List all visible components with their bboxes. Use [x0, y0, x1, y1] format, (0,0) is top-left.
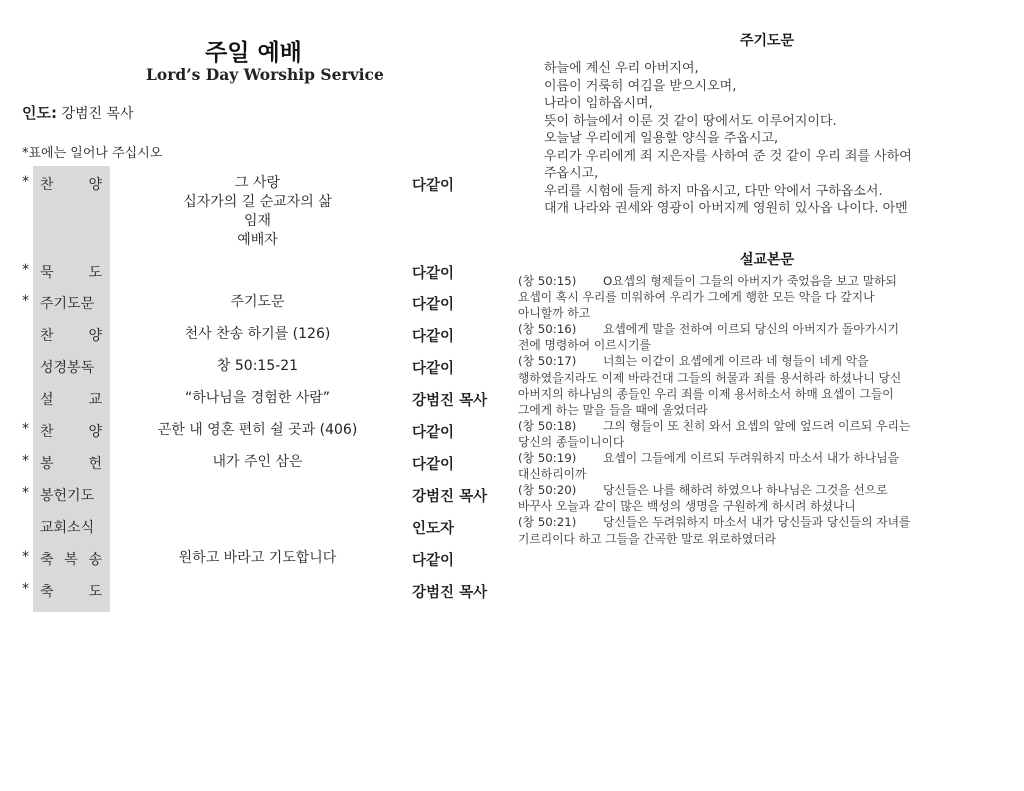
order-item-name: 성경봉독 — [40, 360, 95, 376]
scripture-line — [518, 305, 978, 321]
scripture-line — [518, 418, 978, 434]
order-item-detail — [140, 293, 375, 312]
verse-text: 너희는 이같이 요셉에게 이르라 네 형들이 네게 악을 — [603, 354, 869, 369]
stand-marker: * — [22, 293, 29, 309]
order-item-participant: 인도자 — [412, 521, 455, 537]
stand-marker: * — [22, 453, 29, 469]
service-title-english: Lord’s Day Worship Service — [146, 65, 384, 84]
scripture-line — [518, 289, 978, 305]
order-item-name: 교회소식 — [40, 520, 95, 536]
verse-text: 행하였을지라도 이제 바라건대 그들의 허물과 죄를 용서하라 하셨나니 당신 — [518, 370, 902, 385]
stand-marker: * — [22, 174, 29, 190]
verse-text: 아니할까 하고 — [518, 306, 591, 321]
verse-reference: (창 50:16) — [518, 322, 577, 337]
verse-text: O요셉의 형제들이 그들의 아버지가 죽었음을 보고 말하되 — [603, 274, 897, 288]
leader-label: 인도: — [22, 104, 57, 122]
verse-reference: (창 50:21) — [518, 515, 577, 530]
verse-reference: (창 50:15) — [518, 274, 577, 288]
order-item-detail — [140, 389, 375, 408]
leader-line — [22, 102, 134, 123]
scripture-line — [518, 353, 978, 369]
scripture-line — [518, 434, 978, 450]
verse-text: 기르리이다 하고 그들을 간곡한 말로 위로하였더라 — [518, 531, 777, 546]
scripture-line — [518, 450, 978, 466]
stand-marker: * — [22, 549, 29, 565]
verse-text: 요셉이 그들에게 이르되 두려워하지 마소서 내가 하나님을 — [603, 451, 899, 466]
scripture-line — [518, 498, 978, 514]
lords-prayer-text — [544, 60, 912, 218]
order-item-detail — [140, 325, 375, 344]
scripture-line — [518, 370, 978, 386]
verse-text: 당신들은 두려워하지 마소서 내가 당신들과 당신들의 자녀를 — [603, 515, 911, 530]
scripture-passage — [518, 273, 978, 547]
sermon-text-title: 설교본문 — [739, 252, 795, 268]
order-item-participant: 다같이 — [412, 297, 455, 313]
order-item-participant: 강범진 목사 — [412, 489, 488, 505]
order-item-detail-line: 내가 주인 삼은 — [212, 454, 303, 470]
prayer-line: 우리가 우리에게 죄 지은자를 사하여 준 것 같이 우리 죄를 사하여 — [544, 148, 912, 164]
prayer-line: 주옵시고, — [544, 166, 599, 181]
prayer-line: 하늘에 계신 우리 아버지여, — [544, 61, 699, 76]
stand-marker: * — [22, 485, 29, 501]
order-item-participant: 강범진 목사 — [412, 393, 488, 409]
scripture-line — [518, 531, 978, 547]
order-item-detail — [140, 421, 375, 440]
scripture-line — [518, 514, 978, 530]
order-item-detail — [140, 357, 375, 376]
order-item-detail-line: 예배자 — [237, 232, 278, 248]
stand-marker: * — [22, 581, 29, 597]
order-item-name: 축 도 — [40, 584, 102, 600]
order-item-detail-line: 창 50:15-21 — [216, 358, 299, 374]
order-item-detail-line: 천사 찬송 하기를 (126) — [184, 326, 331, 342]
prayer-line: 우리를 시험에 들게 하지 마옵시고, 다만 악에서 구하옵소서. — [544, 183, 883, 199]
order-item-detail-line: 그 사랑 — [234, 175, 281, 191]
order-item-participant: 다같이 — [412, 457, 455, 473]
scripture-line — [518, 402, 978, 418]
order-item-detail-line: 주기도문 — [230, 294, 285, 310]
verse-text: 요셉에게 말을 전하여 이르되 당신의 아버지가 돌아가시기 — [603, 322, 899, 337]
order-item-detail-line: 임재 — [243, 213, 272, 229]
order-item-participant: 다같이 — [412, 178, 455, 194]
stand-marker: * — [22, 421, 29, 437]
lords-prayer-title: 주기도문 — [739, 33, 795, 49]
order-item-name: 찬 양 — [40, 177, 102, 193]
order-item-participant: 다같이 — [412, 553, 455, 569]
prayer-line: 뜻이 하늘에서 이룬 것 같이 땅에서도 이루어지이다. — [544, 113, 837, 129]
verse-text: 그의 형들이 또 친히 와서 요셉의 앞에 엎드려 이르되 우리는 — [603, 418, 911, 433]
verse-text: 바꾸사 오늘과 같이 많은 백성의 생명을 구원하게 하시려 하셨나니 — [518, 499, 856, 514]
prayer-line: 대개 나라와 권세와 영광이 아버지께 영원히 있사옵 나이다. 아멘 — [544, 201, 908, 216]
order-item-participant: 다같이 — [412, 266, 455, 282]
verse-text: 당신들은 나를 해하려 하였으나 하나님은 그것을 선으로 — [603, 483, 888, 498]
scripture-line — [518, 337, 978, 353]
scripture-line — [518, 321, 978, 337]
order-item-participant: 다같이 — [412, 425, 455, 441]
order-item-detail-line: 십자가의 길 순교자의 삶 — [183, 194, 332, 210]
order-item-participant: 다같이 — [412, 329, 455, 345]
prayer-line: 오늘날 우리에게 일용할 양식을 주옵시고, — [544, 131, 779, 146]
order-item-detail — [140, 174, 375, 250]
verse-reference: (창 50:20) — [518, 483, 577, 498]
order-item-detail — [140, 549, 375, 568]
prayer-line: 나라이 임하옵시며, — [544, 96, 653, 111]
verse-text: 요셉이 혹시 우리를 미워하여 우리가 그에게 행한 모든 악을 다 갚지나 — [518, 290, 875, 305]
prayer-line: 이름이 거룩히 여김을 받으시오며, — [544, 78, 737, 94]
verse-reference: (창 50:19) — [518, 451, 577, 466]
order-item-participant: 다같이 — [412, 361, 455, 377]
order-item-name: 축 복 송 — [40, 552, 102, 568]
scripture-line — [518, 386, 978, 402]
order-item-name: 봉헌기도 — [40, 488, 95, 504]
order-item-detail-line: “하나님을 경험한 사람” — [184, 390, 331, 406]
verse-text: 전에 명령하여 이르시기를 — [518, 338, 651, 353]
order-item-name: 봉 헌 — [40, 456, 102, 472]
verse-text: 그에게 하는 말을 들을 때에 울었더라 — [518, 402, 708, 417]
stand-marker: * — [22, 262, 29, 278]
service-title-korean: 주일 예배 — [205, 40, 302, 66]
scripture-line — [518, 466, 978, 482]
order-item-detail — [140, 453, 375, 472]
order-item-name: 묵 도 — [40, 265, 102, 281]
scripture-line — [518, 273, 978, 289]
verse-text: 당신의 종들이니이다 — [518, 434, 625, 449]
verse-reference: (창 50:17) — [518, 354, 577, 369]
leader-name: 강범진 목사 — [61, 106, 134, 122]
verse-text: 대신하리이까 — [518, 467, 587, 482]
order-item-detail-line: 곤한 내 영혼 편히 쉴 곳과 (406) — [157, 422, 358, 438]
order-item-detail-line: 원하고 바라고 기도합니다 — [178, 550, 337, 566]
order-item-name: 설 교 — [40, 392, 102, 408]
verse-text: 아버지의 하나님의 종들인 우리 죄를 이제 용서하소서 하매 요셉이 그들이 — [518, 386, 894, 401]
verse-reference: (창 50:18) — [518, 418, 577, 433]
order-item-name: 주기도문 — [40, 296, 95, 312]
scripture-line — [518, 482, 978, 498]
order-item-name: 찬 양 — [40, 424, 102, 440]
order-item-name: 찬 양 — [40, 328, 102, 344]
stand-note: *표에는 일어나 주십시오 — [22, 146, 163, 161]
order-item-participant: 강범진 목사 — [412, 585, 488, 601]
